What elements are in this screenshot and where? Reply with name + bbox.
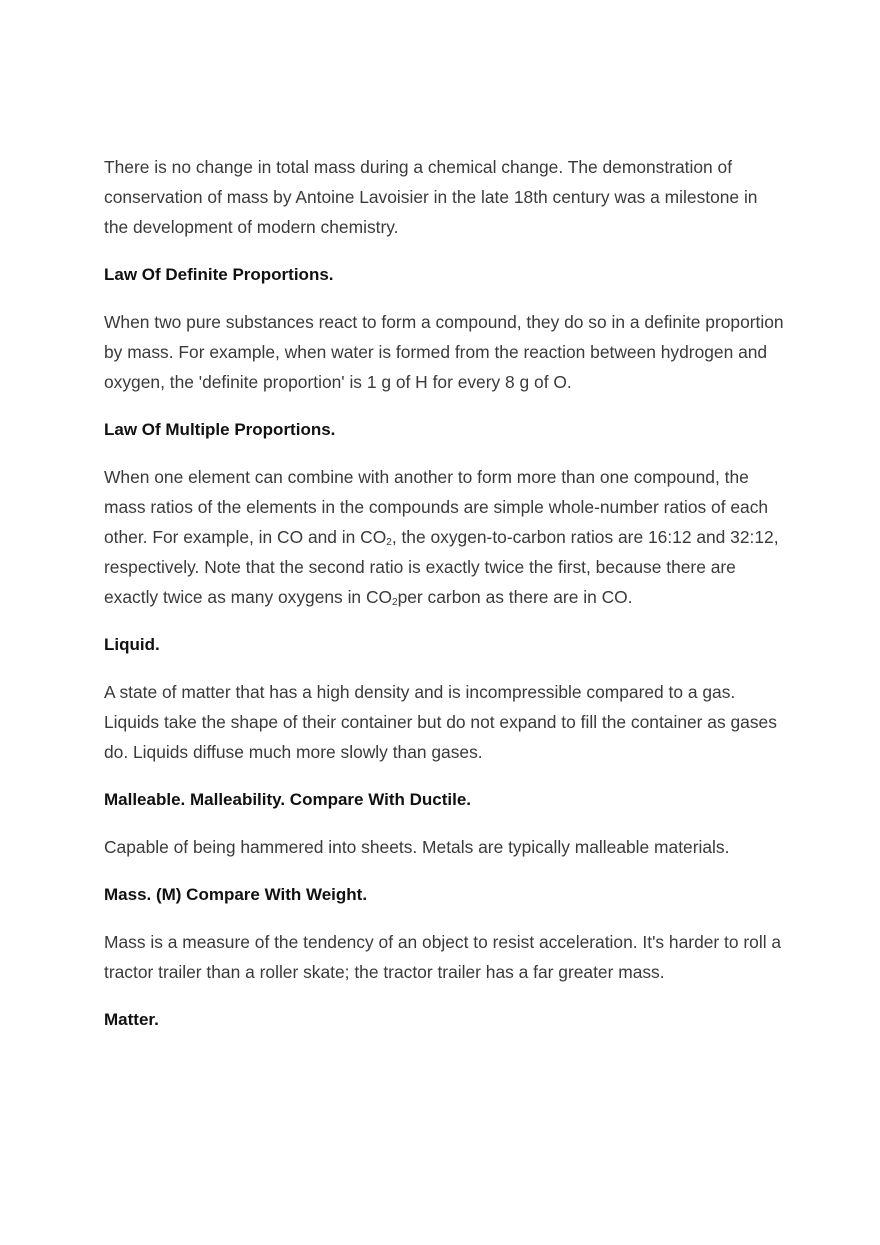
text-segment: When one element can combine with another to form more than one compound, the mass ratios of the elements in the compounds are simple whole-number ratios of each other. For example, in CO and in CO (104, 467, 769, 547)
heading-matter: Matter. (104, 1010, 159, 1029)
paragraph-liquid: A state of matter that has a high density and is incompressible compared to a gas. Liquids take the shape of their container but do not expand to fill the container as gases do. Liquids diffuse much more slowly than gases. (104, 682, 777, 762)
text-segment: per carbon as there are in CO. (397, 587, 633, 607)
paragraph-mass: Mass is a measure of the tendency of an object to resist acceleration. It's harder to roll a tractor trailer than a roller skate; the tractor trailer has a far greater mass. (104, 932, 782, 982)
text-segment: , the oxygen-to-carbon ratios are 16:12 and 32:12, respectively. Note that the second ratio is exactly twice the first, because there are exactly twice as many oxygens in CO (104, 527, 779, 607)
heading-liquid: Liquid. (104, 635, 160, 654)
document-page (104, 152, 784, 1052)
paragraph-definite-proportions: When two pure substances react to form a compound, they do so in a definite proportion by mass. For example, when water is formed from the reaction between hydrogen and oxygen, the 'definite proportion' is 1 g of H for every 8 g of O. (104, 312, 784, 392)
heading-mass: Mass. (M) Compare With Weight. (104, 885, 368, 904)
heading-law-of-multiple-proportions: Law Of Multiple Proportions. (104, 420, 336, 439)
paragraph-multiple-proportions (104, 462, 784, 612)
paragraph-malleable: Capable of being hammered into sheets. Metals are typically malleable materials. (104, 837, 730, 857)
subscript: 2 (386, 537, 392, 548)
heading-malleable: Malleable. Malleability. Compare With Ductile. (104, 790, 472, 809)
subscript: 2 (392, 597, 398, 608)
heading-law-of-definite-proportions: Law Of Definite Proportions. (104, 265, 334, 284)
paragraph-conservation-of-mass: There is no change in total mass during a chemical change. The demonstration of conservation of mass by Antoine Lavoisier in the late 18th century was a milestone in the development of modern chemistry. (104, 157, 758, 237)
